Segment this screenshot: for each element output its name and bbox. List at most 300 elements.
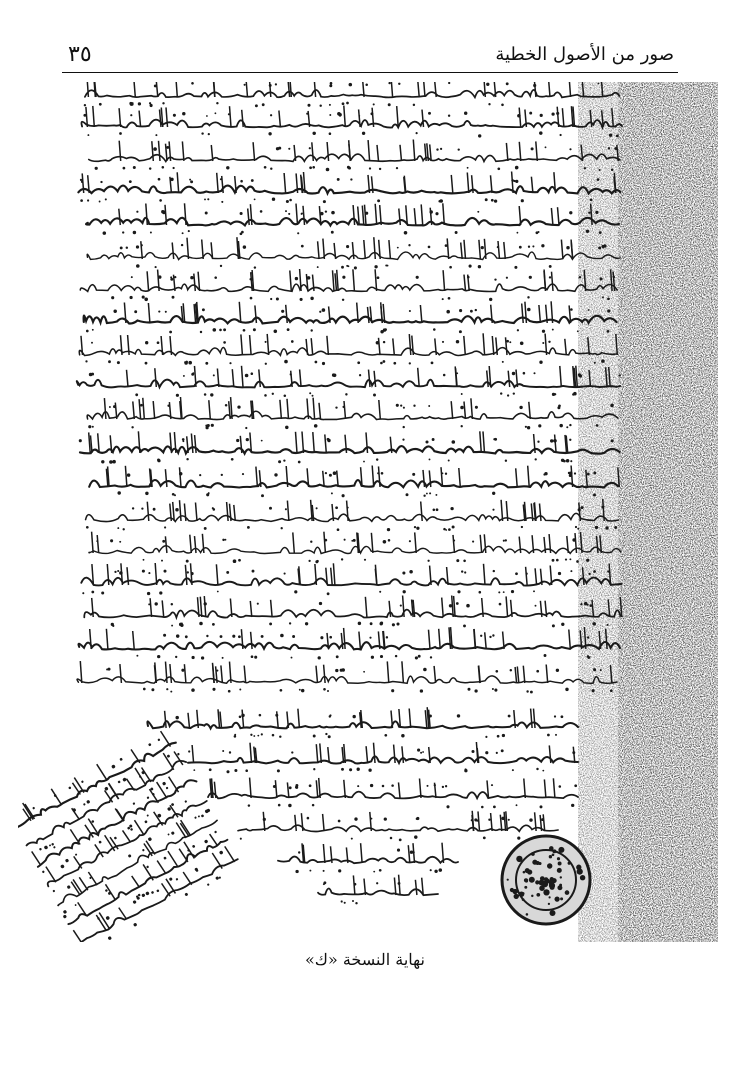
ink-stroke xyxy=(152,141,154,161)
ink-dot xyxy=(310,297,313,300)
ink-stroke xyxy=(229,401,231,419)
ink-stroke xyxy=(323,239,325,259)
ink-dot xyxy=(254,656,257,659)
ink-dot xyxy=(173,114,176,117)
ink-stroke xyxy=(353,205,355,225)
ink-dot xyxy=(158,311,160,313)
ink-dot xyxy=(556,559,559,562)
ink-dot xyxy=(341,900,343,902)
ink-dot xyxy=(276,297,279,300)
ink-stroke xyxy=(539,305,541,323)
ink-dot xyxy=(580,603,582,605)
ink-dot xyxy=(199,622,203,626)
ink-dot xyxy=(442,298,444,300)
ink-stroke xyxy=(263,812,265,831)
ink-dot xyxy=(316,507,318,509)
ink-dot xyxy=(301,245,304,248)
ink-dot xyxy=(212,688,215,691)
ink-stroke xyxy=(459,468,461,487)
ink-stroke xyxy=(324,532,326,553)
ink-dot xyxy=(167,754,171,758)
ink-dot xyxy=(320,636,323,639)
ink-dot xyxy=(277,769,280,772)
ink-dot xyxy=(95,167,98,170)
ink-stroke xyxy=(242,366,244,387)
ink-dot xyxy=(380,362,383,365)
ink-dot xyxy=(397,849,400,852)
ink-dot xyxy=(344,539,346,541)
ink-dot xyxy=(296,786,299,789)
ink-dot xyxy=(531,147,534,150)
ink-dot xyxy=(435,212,438,215)
manuscript-image xyxy=(18,82,718,942)
ink-stroke xyxy=(413,140,415,162)
ink-dot xyxy=(570,308,573,311)
ink-dot xyxy=(599,231,602,234)
ink-stroke xyxy=(324,665,326,683)
ink-stroke xyxy=(552,272,554,291)
ink-dot xyxy=(254,266,256,268)
ink-dot xyxy=(240,838,242,840)
ink-dot xyxy=(357,768,360,771)
ink-dot xyxy=(109,460,113,464)
ink-stroke xyxy=(153,401,155,419)
seal-mark xyxy=(529,877,535,883)
ink-dot xyxy=(224,539,226,541)
ink-dot xyxy=(190,276,193,279)
ink-dot xyxy=(428,112,431,115)
ink-stroke xyxy=(323,471,325,487)
ink-dot xyxy=(255,104,258,107)
seal-mark xyxy=(568,862,571,865)
ink-stroke xyxy=(319,778,321,798)
ink-dot xyxy=(189,179,191,181)
ink-dot xyxy=(204,393,207,396)
ink-dot xyxy=(44,845,49,850)
ink-stroke xyxy=(371,533,373,553)
ink-dot xyxy=(362,132,365,135)
ink-dot xyxy=(98,840,102,844)
ink-dot xyxy=(442,786,444,788)
ink-stroke xyxy=(422,110,424,127)
ink-stroke xyxy=(125,466,127,487)
ink-dot xyxy=(275,83,277,85)
seal-mark xyxy=(559,887,562,890)
ink-stroke xyxy=(119,141,121,161)
ink-dot xyxy=(91,342,93,344)
ink-dot xyxy=(538,424,541,427)
ink-dot xyxy=(310,541,312,543)
ink-dot xyxy=(466,604,470,608)
ink-dot xyxy=(184,892,188,896)
ink-stroke xyxy=(250,743,252,763)
ink-stroke xyxy=(387,661,389,683)
ink-dot xyxy=(307,817,310,820)
ink-stroke xyxy=(298,709,300,728)
ink-dot xyxy=(123,167,126,170)
ink-dot xyxy=(128,854,132,858)
ink-stroke xyxy=(535,568,537,585)
ink-dot xyxy=(174,494,176,496)
ink-dot xyxy=(207,424,210,427)
ink-dot xyxy=(184,800,187,803)
ink-dot xyxy=(431,362,434,365)
ink-stroke xyxy=(74,777,84,793)
ink-dot xyxy=(192,656,195,659)
ink-stroke xyxy=(420,305,422,323)
ink-dot xyxy=(239,689,241,691)
ink-dot xyxy=(569,558,571,560)
ink-stroke xyxy=(217,173,219,193)
ink-stroke xyxy=(506,337,508,355)
ink-stroke xyxy=(344,780,346,798)
ink-dot xyxy=(167,833,169,835)
ink-dot xyxy=(175,508,179,512)
ink-dot xyxy=(610,404,614,408)
ink-dot xyxy=(540,805,543,808)
ink-dot xyxy=(126,246,128,248)
ink-stroke xyxy=(183,871,192,885)
ink-stroke xyxy=(540,504,542,522)
ink-dot xyxy=(130,828,133,831)
ink-dot xyxy=(527,296,529,298)
ink-dot xyxy=(448,82,450,84)
ink-stroke xyxy=(447,238,449,259)
ink-stroke xyxy=(139,111,141,127)
ink-stroke xyxy=(127,370,129,387)
ink-dot xyxy=(342,276,345,279)
ink-stroke xyxy=(209,400,211,419)
ink-dot xyxy=(164,570,167,573)
ink-dot xyxy=(505,539,507,541)
ink-dot xyxy=(205,212,208,215)
ink-dot xyxy=(171,803,175,807)
ink-dot xyxy=(335,506,338,509)
ink-dot xyxy=(554,393,556,395)
ink-dot xyxy=(151,891,154,894)
seal-mark xyxy=(543,889,549,895)
ink-dot xyxy=(261,440,263,442)
ink-dot xyxy=(88,425,91,428)
ink-stroke xyxy=(550,566,552,586)
ink-dot xyxy=(278,460,281,463)
ink-stroke xyxy=(93,106,95,127)
ink-stroke xyxy=(323,814,325,831)
ink-stroke xyxy=(334,243,336,259)
ink-stroke xyxy=(560,366,562,387)
ink-dot xyxy=(541,244,544,247)
ink-dot xyxy=(560,134,562,136)
ink-stroke xyxy=(379,466,381,487)
ink-stroke xyxy=(519,142,521,161)
ink-dot xyxy=(569,424,571,426)
ink-dot xyxy=(427,560,429,562)
ink-dot xyxy=(452,525,455,528)
ink-dot xyxy=(291,340,294,343)
ink-dot xyxy=(146,814,149,817)
ink-stroke xyxy=(300,369,302,387)
ink-dot xyxy=(344,902,346,904)
ink-stroke xyxy=(427,143,429,161)
ink-dot xyxy=(614,526,617,529)
ink-dot xyxy=(492,634,494,636)
ink-dot xyxy=(287,328,290,331)
ink-dot xyxy=(352,900,354,902)
ink-stroke xyxy=(213,665,215,683)
ink-stroke xyxy=(92,532,94,553)
seal-mark xyxy=(519,891,525,897)
ink-dot xyxy=(588,212,590,214)
ink-dot xyxy=(204,839,209,844)
ink-dot xyxy=(134,310,137,313)
ink-stroke xyxy=(132,875,140,888)
ink-dot xyxy=(496,752,498,754)
ink-dot xyxy=(607,624,609,626)
seal-mark xyxy=(540,876,545,881)
ink-dot xyxy=(228,690,231,693)
page-caption: نهاية النسخة «ك» xyxy=(305,950,425,969)
ink-dot xyxy=(264,394,267,397)
ink-stroke xyxy=(425,710,427,728)
ink-dot xyxy=(110,539,113,542)
ink-dot xyxy=(53,846,56,849)
ink-stroke xyxy=(190,535,192,553)
ink-dot xyxy=(322,308,326,312)
ink-dot xyxy=(312,166,315,169)
ink-dot xyxy=(309,392,311,394)
ink-dot xyxy=(182,232,184,234)
ink-dot xyxy=(481,246,484,249)
manuscript-line xyxy=(86,513,619,521)
ink-dot xyxy=(579,276,582,279)
ink-dot xyxy=(353,715,356,718)
ink-dot xyxy=(417,749,420,752)
ink-dot xyxy=(474,689,477,692)
seal-mark xyxy=(549,882,555,888)
ink-dot xyxy=(475,406,478,409)
ink-dot xyxy=(131,276,133,278)
ink-dot xyxy=(385,264,387,266)
ink-dot xyxy=(351,838,353,840)
seal-mark xyxy=(552,853,555,856)
ink-dot xyxy=(602,296,604,298)
ink-dot xyxy=(517,329,519,331)
ink-dot xyxy=(436,148,438,150)
ink-dot xyxy=(186,458,188,460)
ink-dot xyxy=(456,559,459,562)
ink-stroke xyxy=(32,851,41,866)
ink-dot xyxy=(535,458,537,460)
ink-dot xyxy=(130,114,132,116)
ink-dot xyxy=(586,559,589,562)
ink-dot xyxy=(312,132,315,135)
ink-dot xyxy=(283,459,285,461)
ink-dot xyxy=(497,735,500,738)
ink-dot xyxy=(588,573,590,575)
ink-dot xyxy=(119,541,121,543)
ink-dot xyxy=(599,169,601,171)
ink-stroke xyxy=(241,334,243,355)
ink-dot xyxy=(446,805,449,808)
ink-dot xyxy=(265,341,267,343)
ink-dot xyxy=(313,735,316,738)
ink-dot xyxy=(250,297,253,300)
ink-dot xyxy=(380,622,383,625)
ink-dot xyxy=(587,655,589,657)
ink-dot xyxy=(261,733,263,735)
ink-dot xyxy=(295,277,298,280)
ink-dot xyxy=(99,201,101,203)
ink-dot xyxy=(554,715,556,717)
manuscript-line xyxy=(81,578,621,586)
ink-dot xyxy=(89,373,93,377)
ink-dot xyxy=(132,102,134,104)
ink-stroke xyxy=(121,563,123,585)
ink-dot xyxy=(79,439,82,442)
ink-dot xyxy=(294,590,297,593)
seal-mark xyxy=(558,847,564,853)
ink-dot xyxy=(309,784,312,787)
ink-dot xyxy=(133,231,136,234)
ink-dot xyxy=(373,394,376,397)
ink-stroke xyxy=(301,813,303,831)
ink-dot xyxy=(519,246,522,249)
ink-dot xyxy=(86,800,90,804)
ink-dot xyxy=(475,309,477,311)
ink-dot xyxy=(199,474,201,476)
ink-stroke xyxy=(429,630,431,649)
ink-stroke xyxy=(375,269,377,291)
ink-dot xyxy=(540,114,543,117)
ink-dot xyxy=(119,132,122,135)
ink-dot xyxy=(191,688,195,692)
ink-dot xyxy=(584,167,586,169)
ink-dot xyxy=(49,844,52,847)
ink-dot xyxy=(144,820,148,824)
ink-stroke xyxy=(230,504,232,521)
manuscript-line xyxy=(84,610,620,618)
ink-dot xyxy=(245,427,247,429)
ink-dot xyxy=(369,167,371,169)
ink-dot xyxy=(133,922,137,926)
seal-mark xyxy=(577,868,583,874)
ink-stroke xyxy=(517,667,519,684)
ink-dot xyxy=(527,426,530,429)
ink-dot xyxy=(201,814,205,818)
ink-dot xyxy=(396,622,399,625)
ink-dot xyxy=(393,362,396,365)
ink-dot xyxy=(547,734,550,737)
ink-dot xyxy=(238,559,241,562)
ink-dot xyxy=(403,426,405,428)
ink-dot xyxy=(425,440,428,443)
ink-dot xyxy=(151,688,154,691)
scan-shadow-inner xyxy=(618,82,718,942)
ink-stroke xyxy=(368,140,370,161)
ink-dot xyxy=(379,591,381,593)
ink-dot xyxy=(215,876,219,880)
ink-dot xyxy=(377,276,380,279)
ink-dot xyxy=(505,460,507,462)
ink-stroke xyxy=(287,782,289,798)
ink-dot xyxy=(342,299,344,301)
ink-dot xyxy=(380,655,383,658)
ink-dot xyxy=(329,636,332,639)
ink-dot xyxy=(32,807,35,810)
ink-dot xyxy=(574,472,576,474)
ink-dot xyxy=(445,529,447,531)
ink-dot xyxy=(298,461,301,464)
colophon-line xyxy=(238,825,558,831)
ink-dot xyxy=(155,134,157,136)
ink-dot xyxy=(278,804,281,807)
ink-dot xyxy=(414,526,416,528)
ink-dot xyxy=(542,770,544,772)
ink-dot xyxy=(464,112,467,115)
ink-dot xyxy=(146,865,149,868)
ink-stroke xyxy=(221,665,223,683)
ink-dot xyxy=(298,851,300,853)
ink-dot xyxy=(416,132,418,134)
ink-stroke xyxy=(218,709,220,728)
ink-dot xyxy=(312,804,315,807)
ink-dot xyxy=(338,869,341,872)
ink-dot xyxy=(192,372,194,374)
ink-stroke xyxy=(188,713,190,728)
ink-dot xyxy=(155,602,158,605)
ink-dot xyxy=(214,830,217,833)
ink-dot xyxy=(400,405,402,407)
seal-mark xyxy=(531,895,533,897)
ink-stroke xyxy=(90,629,92,649)
ink-stroke xyxy=(204,596,206,617)
ink-stroke xyxy=(159,141,161,161)
ink-dot xyxy=(317,266,319,268)
seal-mark xyxy=(526,913,529,916)
ink-dot xyxy=(301,689,304,692)
ink-dot xyxy=(512,769,514,771)
ink-stroke xyxy=(239,302,241,323)
ink-dot xyxy=(280,689,283,692)
ink-dot xyxy=(175,716,178,719)
ink-dot xyxy=(288,213,290,215)
ink-dot xyxy=(414,835,417,838)
ink-dot xyxy=(576,560,579,563)
ink-dot xyxy=(191,82,194,85)
ink-dot xyxy=(519,406,522,409)
ink-dot xyxy=(471,750,474,753)
ink-dot xyxy=(569,439,571,441)
ink-stroke xyxy=(116,808,124,821)
ink-dot xyxy=(270,298,272,300)
ink-dot xyxy=(409,570,413,574)
ink-dot xyxy=(148,837,153,842)
ink-dot xyxy=(136,211,138,213)
manuscript-line xyxy=(79,347,616,355)
ink-dot xyxy=(288,804,291,807)
ink-dot xyxy=(452,440,456,444)
ink-dot xyxy=(148,572,150,574)
ink-dot xyxy=(39,848,42,851)
ink-dot xyxy=(514,266,517,269)
seal-mark xyxy=(507,879,509,881)
ink-stroke xyxy=(506,143,508,161)
ink-dot xyxy=(82,592,84,594)
ink-stroke xyxy=(397,106,399,127)
margin-note-line xyxy=(25,758,187,848)
ink-dot xyxy=(357,785,359,787)
ink-dot xyxy=(309,870,311,872)
